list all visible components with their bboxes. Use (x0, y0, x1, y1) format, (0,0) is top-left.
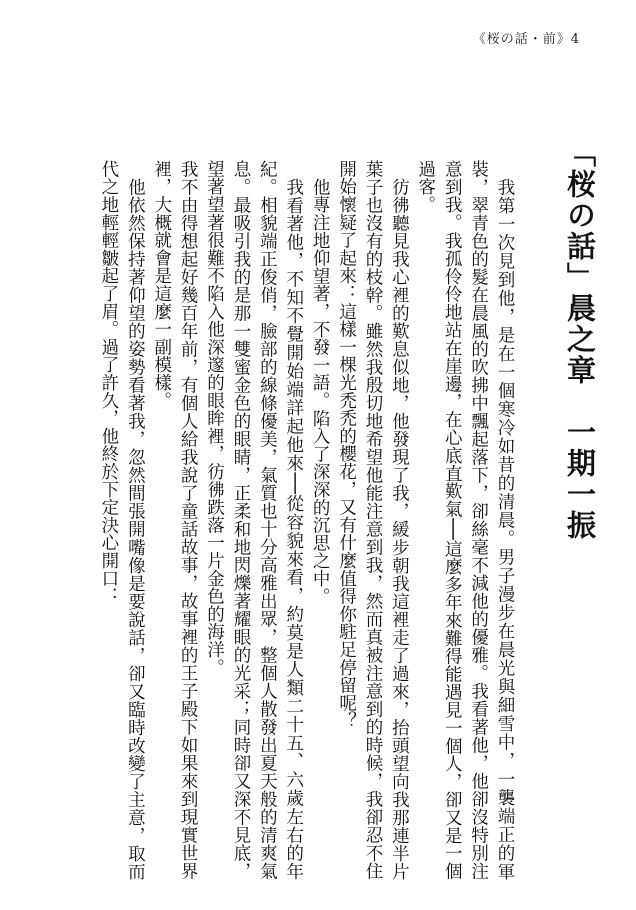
page-header: 《桜の話・前》4 (472, 32, 580, 47)
paragraph: 我不由得想起好幾百年前，有個人給我說了童話故事，故事裡的王子殿下如果來到現實世界裡，大概就會是這麼一副模樣。 (151, 160, 199, 880)
paragraph: 他專注地仰望著，不發一語。陷入了深深的沉思之中。 (310, 177, 331, 605)
body-text (96, 160, 519, 880)
paragraph: 我看著他，不知不覺開始端詳起他來──從容貌來看，約莫是人類二十五、六歲左右的年紀。相貌端正俊俏，臉部的線條優美，氣質也十分高雅出眾，整個人散發出夏天般的清爽氣息。最吸引我的是那一雙蜜金色的眼睛，正柔和地閃爍著耀眼的光采；同時卻又深不見底，望著望著很難不陷入他深邃的眼眸裡，彷彿跌落一片金色的海洋。 (204, 160, 304, 880)
paragraph: 我第一次見到他，是在一個寒冷如昔的清晨。男子漫步在晨光與細雪中，一襲端正的軍裝，翠青色的髮在晨風的吹拂中飄起落下，卻絲毫不減他的優雅。我看著他，他卻沒特別注意到我。我孤伶伶地站在崖邊，在心底直歎氣──這麼多年來難得能遇見一個人，卻又是一個過客。 (415, 160, 515, 880)
paragraph: 他依然保持著仰望的姿勢看著我，忽然間張開嘴像是要說話，卻又臨時改變了主意，取而代之地輕輕皺起了眉。過了許久，他終於下定決心開口： (98, 160, 146, 880)
chapter-title: 「桜の話」晨之章 一期一振 (563, 138, 597, 541)
paragraph: 彷彿聽見我心裡的歎息似地，他發現了我，緩步朝我這裡走了過來，抬頭望向我那連半片葉子也沒有的枝幹。雖然我殷切地希望他能注意到我，然而真被注意到的時候，我卻忍不住開始懷疑了起來：這樣一棵光禿禿的櫻花，又有什麼值得你駐足停留呢？ (336, 160, 410, 880)
